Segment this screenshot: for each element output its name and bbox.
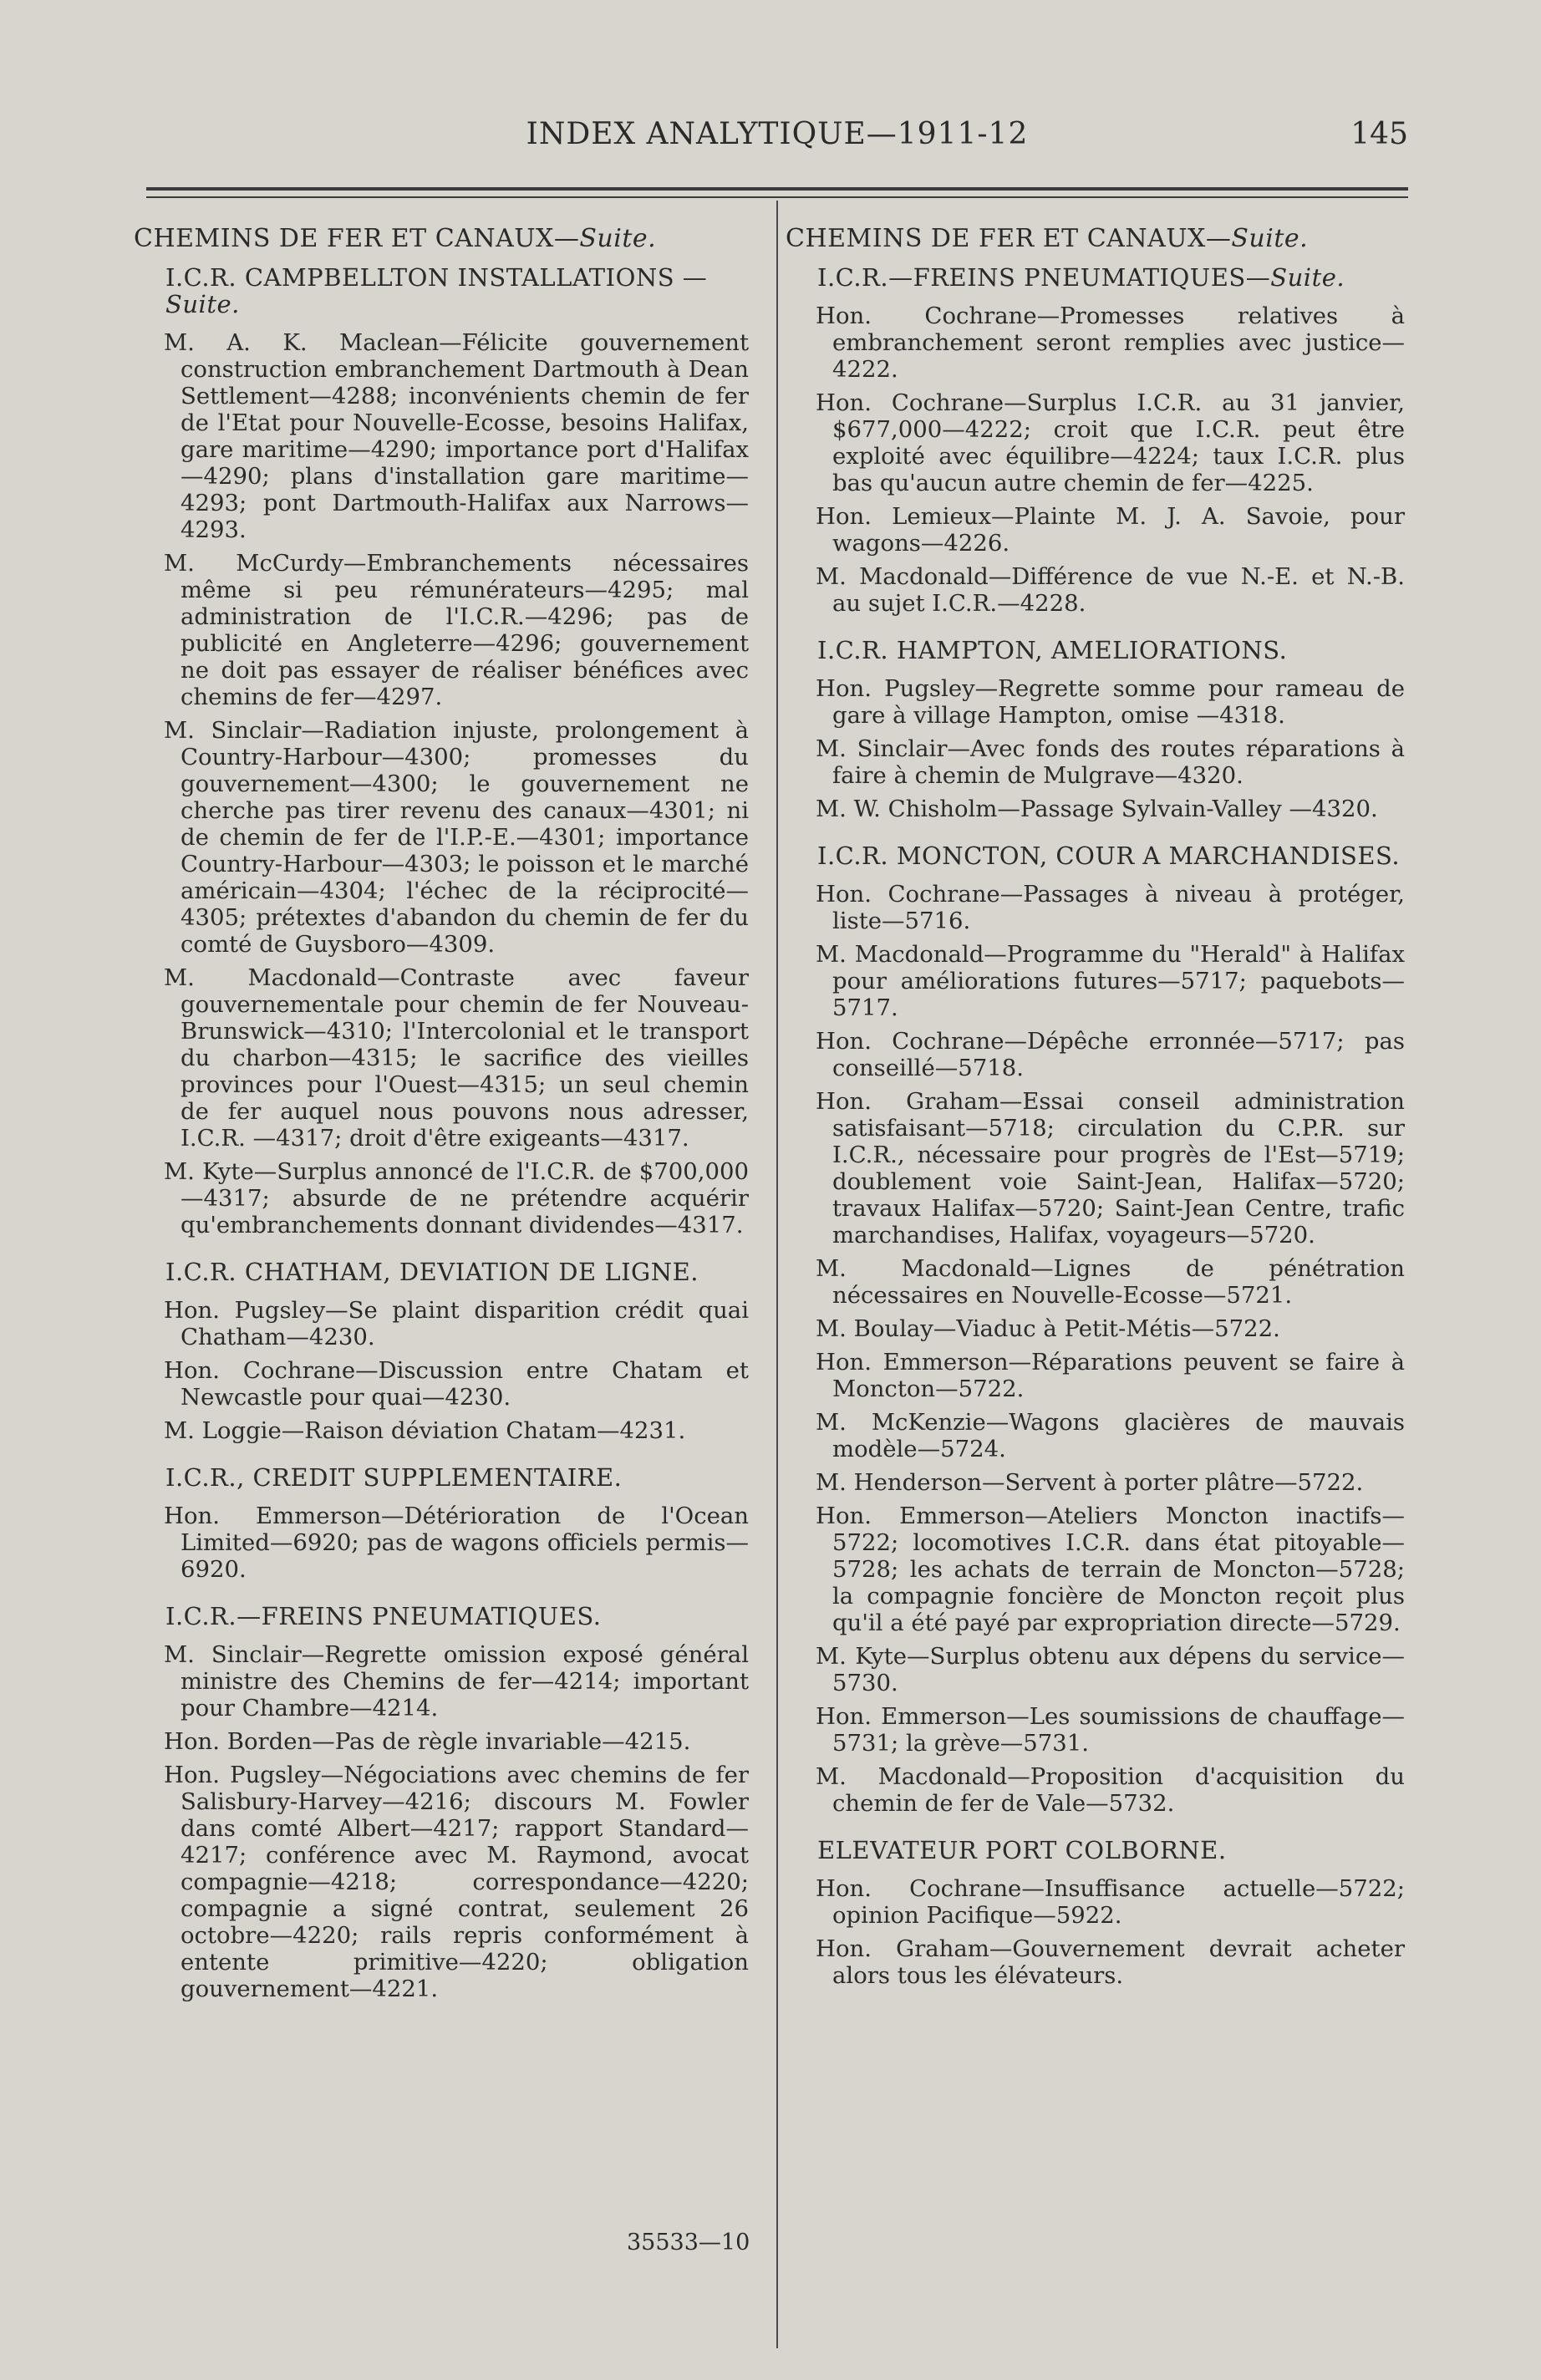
index-entry: M. Sinclair—Regrette omission exposé général ministre des Chemins de fer—4214; important pour Chambre—4214. xyxy=(164,1641,749,1721)
section-heading: I.C.R. MONCTON, COUR A MARCHANDISES. xyxy=(817,842,1401,870)
index-entry: M. Sinclair—Radiation injuste, prolongement à Country-Harbour—4300; promesses du gouvernement—4300; le gouvernement ne cherche pas tirer revenu des canaux—4301; ni de chemin de fer de l'I.P.-E.—4301; importance Country-Harbour—4303; le poisson et le marché américain—4304; l'échec de la réciprocité—4305; prétextes d'abandon du chemin de fer du comté de Guysboro—4309. xyxy=(164,717,749,958)
right-main-heading: CHEMINS DE FER ET CANAUX—Suite. xyxy=(786,224,1309,253)
index-entry: M. W. Chisholm—Passage Sylvain-Valley —4320. xyxy=(816,796,1378,822)
index-entry: Hon. Cochrane—Insuffisance actuelle—5722; opinion Pacifique—5922. xyxy=(816,1875,1405,1929)
index-entry: Hon. Emmerson—Ateliers Moncton inactifs—5722; locomotives I.C.R. dans état pitoyable—5728; les achats de terrain de Moncton—5728; la compagnie foncière de Moncton reçoit plus qu'il a été payé par expropriation directe—5729. xyxy=(816,1503,1405,1636)
index-entry: Hon. Lemieux—Plainte M. J. A. Savoie, pour wagons—4226. xyxy=(816,503,1405,557)
index-entry: M. Kyte—Surplus obtenu aux dépens du service—5730. xyxy=(816,1643,1405,1696)
index-entry: M. Loggie—Raison déviation Chatam—4231. xyxy=(164,1417,686,1444)
index-entry: M. Macdonald—Différence de vue N.-E. et N.-B. au sujet I.C.R.—4228. xyxy=(816,563,1405,617)
printer-signature: 35533—10 xyxy=(627,2230,750,2255)
index-entry: Hon. Cochrane—Passages à niveau à protéger, liste—5716. xyxy=(816,881,1405,934)
index-entry: Hon. Graham—Essai conseil administration satisfaisant—5718; circulation du C.P.R. sur I.C.R., nécessaire pour progrès de l'Est—5719; doublement voie Saint-Jean, Halifax—5720; travaux Halifax—5720; Saint-Jean Centre, trafic marchandises, Halifax, voyageurs—5720. xyxy=(816,1088,1405,1248)
column-divider xyxy=(776,201,778,2348)
header-rule-thin xyxy=(146,196,1408,198)
section-heading: ELEVATEUR PORT COLBORNE. xyxy=(817,1836,1227,1864)
index-entry: Hon. Emmerson—Les soumissions de chauffage—5731; la grève—5731. xyxy=(816,1703,1405,1757)
index-entry: Hon. Cochrane—Discussion entre Chatam et Newcastle pour quai—4230. xyxy=(164,1357,749,1411)
index-entry: Hon. Emmerson—Réparations peuvent se faire à Moncton—5722. xyxy=(816,1349,1405,1402)
index-entry: M. A. K. Maclean—Félicite gouvernement construction embranchement Dartmouth à Dean Settlement—4288; inconvénients chemin de fer de l'Etat pour Nouvelle-Ecosse, besoins Halifax, gare maritime—4290; importance port d'Halifax—4290; plans d'installation gare maritime—4293; pont Dartmouth-Halifax aux Narrows—4293. xyxy=(164,329,749,543)
index-entry: M. Kyte—Surplus annoncé de l'I.C.R. de $700,000—4317; absurde de ne prétendre acquérir qu'embranchements donnant dividendes—4317. xyxy=(164,1158,749,1238)
index-entry: Hon. Pugsley—Se plaint disparition crédit quai Chatham—4230. xyxy=(164,1297,749,1350)
index-entry: Hon. Pugsley—Regrette somme pour rameau de gare à village Hampton, omise —4318. xyxy=(816,675,1405,729)
index-entry: M. Macdonald—Programme du "Herald" à Halifax pour améliorations futures—5717; paquebots—5717. xyxy=(816,941,1405,1021)
page-header xyxy=(146,117,1408,167)
section-heading: I.C.R.—FREINS PNEUMATIQUES. xyxy=(165,1602,602,1630)
left-column xyxy=(134,226,752,2009)
section-heading: I.C.R., CREDIT SUPPLEMENTAIRE. xyxy=(165,1463,623,1492)
section-heading: I.C.R. CAMPBELLTON INSTALLATIONS —Suite. xyxy=(165,263,708,318)
index-entry: Hon. Borden—Pas de règle invariable—4215. xyxy=(164,1728,691,1755)
index-entry: Hon. Emmerson—Détérioration de l'Ocean Limited—6920; pas de wagons officiels permis—6920. xyxy=(164,1503,749,1583)
header-rule-thick xyxy=(146,187,1408,191)
index-entry: M. Boulay—Viaduc à Petit-Métis—5722. xyxy=(816,1315,1280,1342)
section-heading: I.C.R.—FREINS PNEUMATIQUES—Suite. xyxy=(817,263,1345,292)
index-entry: Hon. Graham—Gouvernement devrait acheter alors tous les élévateurs. xyxy=(816,1935,1405,1989)
index-entry: Hon. Pugsley—Négociations avec chemins de fer Salisbury-Harvey—4216; discours M. Fowler dans comté Albert—4217; rapport Standard—4217; conférence avec M. Raymond, avocat compagnie—4218; correspondance—4220; compagnie a signé contrat, seulement 26 octobre—4220; rails repris conformément à entente primitive—4220; obligation gouvernement—4221. xyxy=(164,1762,749,2002)
right-column xyxy=(786,226,1408,1996)
running-title: INDEX ANALYTIQUE—1911-12 xyxy=(526,117,1029,151)
page-number: 145 xyxy=(1350,117,1408,151)
index-entry: M. Sinclair—Avec fonds des routes réparations à faire à chemin de Mulgrave—4320. xyxy=(816,735,1405,789)
index-entry: M. Macdonald—Contraste avec faveur gouvernementale pour chemin de fer Nouveau-Brunswick—4310; l'Intercolonial et le transport du charbon—4315; le sacrifice des vieilles provinces pour l'Ouest—4315; un seul chemin de fer auquel nous pouvons nous adresser, I.C.R. —4317; droit d'être exigeants—4317. xyxy=(164,964,749,1152)
index-entry: M. McKenzie—Wagons glacières de mauvais modèle—5724. xyxy=(816,1409,1405,1462)
index-entry: M. Henderson—Servent à porter plâtre—5722. xyxy=(816,1469,1364,1496)
index-entry: Hon. Cochrane—Promesses relatives à embranchement seront remplies avec justice—4222. xyxy=(816,303,1405,383)
index-entry: M. McCurdy—Embranchements nécessaires même si peu rémunérateurs—4295; mal administration de l'I.C.R.—4296; pas de publicité en Angleterre—4296; gouvernement ne doit pas essayer de réaliser bénéfices avec chemins de fer—4297. xyxy=(164,550,749,710)
index-entry: M. Macdonald—Lignes de pénétration nécessaires en Nouvelle-Ecosse—5721. xyxy=(816,1255,1405,1309)
index-entry: M. Macdonald—Proposition d'acquisition du chemin de fer de Vale—5732. xyxy=(816,1763,1405,1817)
section-heading: I.C.R. CHATHAM, DEVIATION DE LIGNE. xyxy=(165,1258,699,1286)
left-main-heading: CHEMINS DE FER ET CANAUX—Suite. xyxy=(134,224,657,253)
index-entry: Hon. Cochrane—Dépêche erronnée—5717; pas conseillé—5718. xyxy=(816,1028,1405,1081)
section-heading: I.C.R. HAMPTON, AMELIORATIONS. xyxy=(817,636,1288,664)
index-entry: Hon. Cochrane—Surplus I.C.R. au 31 janvier, $677,000—4222; croit que I.C.R. peut être exploité avec équilibre—4224; taux I.C.R. plus bas qu'aucun autre chemin de fer—4225. xyxy=(816,389,1405,496)
